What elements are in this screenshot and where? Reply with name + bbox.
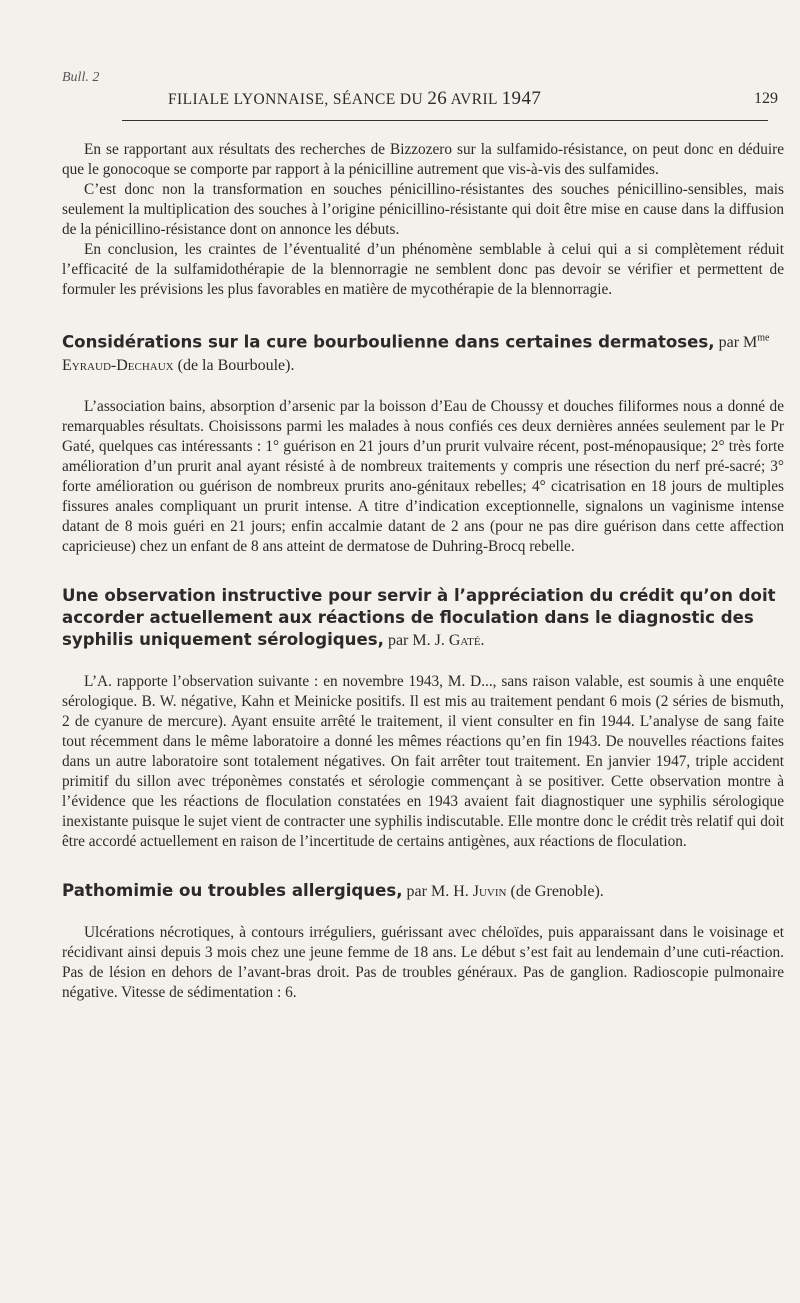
- page-number: 129: [754, 90, 778, 107]
- intro-paragraph: C’est donc non la transformation en souches pénicillino-résistantes des souches pénicillino-sensibles, mais seulement la multiplication des souches à l’origine pénicillino-résistante qui doit être mise en cause dans la diffusion de la pénicillino-résistance dont on annonce les débuts.: [62, 181, 784, 238]
- byline: par M. J. Gaté.: [383, 632, 485, 650]
- date-year: 1947: [501, 88, 542, 109]
- section-bourboulienne: [62, 328, 784, 557]
- byline: par $M^{me}$ Eyraud-Dechaux (de la Bourboule).: [62, 333, 770, 375]
- section-body: L’A. rapporte l’observation suivante : en novembre 1943, M. D..., sans raison valable, est soumis à une enquête sérologique. B. W. négative, Kahn et Meinicke positifs. Il est mis au traitement pendant 6 mois (2 séries de bismuth, 2 de cyanure de mercure). Ayant ensuite arrêté le traitement, il vient consulter en fin 1944. L’analyse de sang faite tout récemment dans le même laboratoire a donné les mêmes réactions qu’en fin 1943. De nouvelles réactions faites dans un autre laboratoire sont totalement négatives. On fait arrêter tout traitement. En janvier 1947, triple accident primitif du sillon avec tréponèmes constatés et sérologie commençant à se positiver. Cette observation montre à l’évidence que les réactions de floculation constatées en 1943 avaient fait diagnostiquer une syphilis sérologique inexistante puisque le sujet vient de contracter une syphilis indiscutable. Elle montre donc le crédit très relatif qui doit être accordé actuellement en raison de l’incertitude de certains antigènes, aux réactions de floculation.: [62, 673, 784, 851]
- section-floculation: [62, 585, 784, 852]
- intro-paragraph: En se rapportant aux résultats des recherches de Bizzozero sur la sulfamido-résistance, on peut donc en déduire que le gonocoque se comporte par rapport à la pénicilline autrement que vis-à-vis des sulfamides.: [62, 141, 784, 178]
- section-heading: Pathomimie ou troubles allergiques, par M. H. Juvin (de Grenoble).: [62, 881, 604, 901]
- section-pathomimie: [62, 880, 784, 1003]
- intro-paragraph: En conclusion, les craintes de l’éventualité d’un phénomène semblable à celui qui a si complètement réduit l’efficacité de la sulfamidothérapie de la blennorragie ne semblent donc pas devoir se vérifier et permettent de formuler les prévisions les plus favorables en matière de mycothérapie de la blennorragie.: [62, 241, 784, 298]
- date-day: 26: [427, 88, 448, 109]
- author-name: Eyraud-Dechaux: [62, 357, 174, 375]
- section-heading: Considérations sur la cure bourboulienne dans certaines dermatoses, par $M^{me}$ Eyraud-Dechaux (de la Bourboule).: [62, 332, 770, 375]
- page-header: [62, 86, 784, 130]
- bulletin-mark: Bull. 2: [62, 70, 100, 85]
- header-rule: [122, 120, 768, 121]
- byline: par M. H. Juvin (de Grenoble).: [402, 883, 604, 901]
- section-heading: Une observation instructive pour servir à l’appréciation du crédit qu’on doit accorder actuellement aux réactions de floculation dans le diagnostic des syphilis uniquement sérologiques, par M. J. Gaté.: [62, 586, 776, 650]
- intro-block: [62, 140, 784, 300]
- section-body: Ulcérations nécrotiques, à contours irréguliers, guérissant avec chéloïdes, puis apparaissant dans le voisinage et récidivant ainsi depuis 3 mois chez une jeune femme de 18 ans. Le début s’est fait au lendemain d’une cuti-réaction. Pas de lésion en dehors de l’avant-bras droit. Pas de troubles généraux. Pas de ganglion. Radioscopie pulmonaire négative. Vitesse de sédimentation : 6.: [62, 924, 784, 1002]
- section-body: L’association bains, absorption d’arsenic par la boisson d’Eau de Choussy et douches filiformes nous a donné de remarquables résultats. Choisissons parmi les malades à nous confiés ces deux dernières années seulement par le Pr Gaté, quelques cas intéressants : 1° guérison en 21 jours d’un prurit vulvaire récent, post-ménopausique; 2° très forte amélioration d’un prurit anal ayant résisté à de nombreux traitements y compris une résection du nerf pré-sacré; 3° forte amélioration ou guérison de nombreux prurits ano-génitaux rebelles; 4° cicatrisation en 18 jours de multiples fissures anales compliquant un prurit intense. A titre d’indication exceptionnelle, signalons un vaginisme intense datant de 8 mois guéri en 21 jours; enfin accalmie datant de 2 ans (pour ne pas dire guérison dans cette affection capricieuse) chez un enfant de 8 ans atteint de dermatose de Duhring-Brocq rebelle.: [62, 398, 784, 556]
- date-month: AVRIL: [450, 91, 498, 108]
- journal-page: [62, 70, 784, 1003]
- author-name: Gaté: [448, 632, 481, 650]
- running-title: FILIALE LYONNAISE, SÉANCE DU 26 AVRIL 1947: [168, 88, 542, 109]
- author-name: Juvin: [472, 883, 507, 901]
